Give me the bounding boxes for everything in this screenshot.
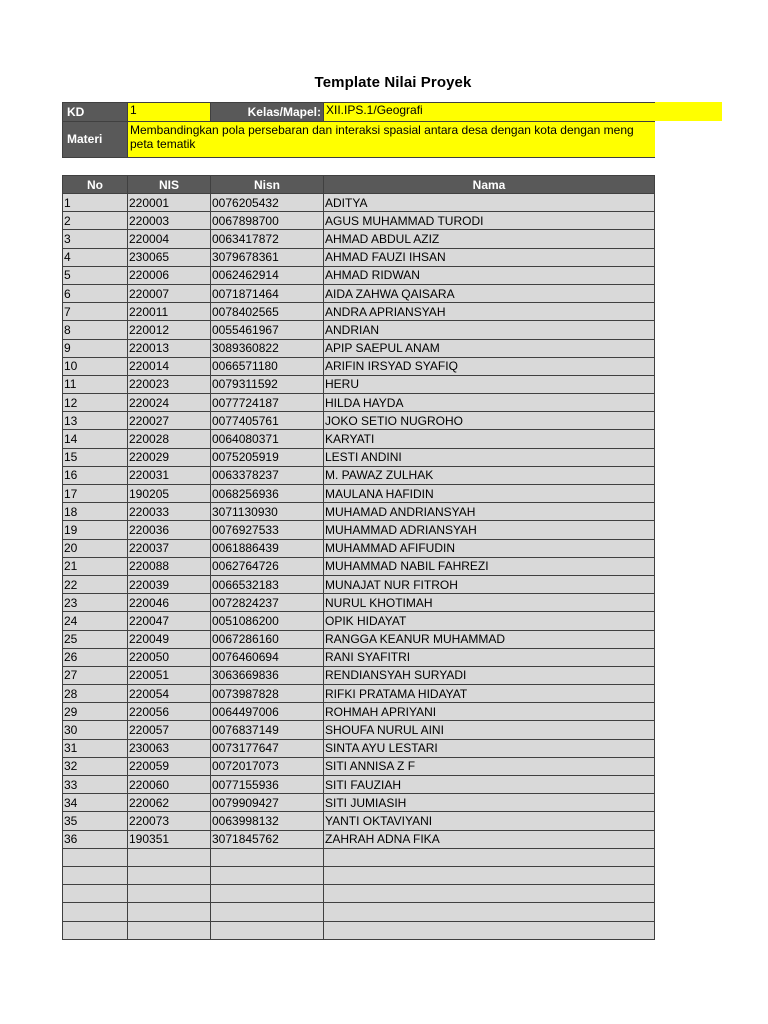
cell-nisn[interactable]: 3071130930: [211, 503, 324, 521]
table-row: [63, 248, 655, 266]
cell-nis[interactable]: 220049: [128, 630, 211, 648]
cell-no[interactable]: 32: [63, 757, 128, 775]
cell-nisn[interactable]: 0063998132: [211, 812, 324, 830]
student-table: [62, 175, 655, 940]
cell-nis[interactable]: 190205: [128, 485, 211, 503]
table-header-row: [63, 176, 655, 194]
cell-nama[interactable]: MUHAMAD ANDRIANSYAH: [324, 503, 655, 521]
table-row: [63, 685, 655, 703]
cell-nama[interactable]: ARIFIN IRSYAD SYAFIQ: [324, 357, 655, 375]
cell-nisn[interactable]: 0077155936: [211, 776, 324, 794]
table-row: [63, 739, 655, 757]
cell-nis[interactable]: 220054: [128, 685, 211, 703]
empty-row: [63, 885, 655, 903]
cell-nama[interactable]: RIFKI PRATAMA HIDAYAT: [324, 685, 655, 703]
cell-nisn[interactable]: 0066571180: [211, 357, 324, 375]
cell-no[interactable]: 24: [63, 612, 128, 630]
table-row: [63, 812, 655, 830]
table-row: [63, 575, 655, 593]
cell-nisn[interactable]: 0063378237: [211, 466, 324, 484]
table-row: [63, 612, 655, 630]
cell-no[interactable]: 14: [63, 430, 128, 448]
empty-row: [63, 848, 655, 866]
table-row: [63, 630, 655, 648]
cell-nisn[interactable]: 0051086200: [211, 612, 324, 630]
empty-cell[interactable]: [211, 921, 324, 939]
cell-nis[interactable]: 220050: [128, 648, 211, 666]
cell-nisn[interactable]: 0067898700: [211, 212, 324, 230]
table-row: [63, 648, 655, 666]
cell-nisn[interactable]: 0076837149: [211, 721, 324, 739]
cell-nis[interactable]: 220033: [128, 503, 211, 521]
cell-nis[interactable]: 220006: [128, 266, 211, 284]
cell-no[interactable]: 4: [63, 248, 128, 266]
table-row: [63, 266, 655, 284]
table-row: [63, 557, 655, 575]
cell-no[interactable]: 10: [63, 357, 128, 375]
cell-nis[interactable]: 220028: [128, 430, 211, 448]
cell-nisn[interactable]: 0072824237: [211, 594, 324, 612]
cell-nama[interactable]: AHMAD RIDWAN: [324, 266, 655, 284]
cell-nis[interactable]: 220073: [128, 812, 211, 830]
cell-nis[interactable]: 220024: [128, 394, 211, 412]
table-row: [63, 357, 655, 375]
empty-cell[interactable]: [63, 903, 128, 921]
cell-nama[interactable]: MUHAMMAD AFIFUDIN: [324, 539, 655, 557]
table-row: [63, 666, 655, 684]
empty-cell[interactable]: [324, 866, 655, 884]
kd-label: KD: [63, 103, 128, 122]
empty-cell[interactable]: [128, 848, 211, 866]
cell-nama[interactable]: ANDRIAN: [324, 321, 655, 339]
empty-row: [63, 903, 655, 921]
cell-no[interactable]: 5: [63, 266, 128, 284]
cell-nama[interactable]: RANGGA KEANUR MUHAMMAD: [324, 630, 655, 648]
kd-value[interactable]: 1: [128, 103, 211, 122]
empty-cell[interactable]: [324, 921, 655, 939]
cell-no[interactable]: 15: [63, 448, 128, 466]
cell-nama[interactable]: ZAHRAH ADNA FIKA: [324, 830, 655, 848]
table-row: [63, 830, 655, 848]
cell-nisn[interactable]: 0067286160: [211, 630, 324, 648]
col-header-nisn: Nisn: [211, 176, 324, 194]
cell-nama[interactable]: MUHAMMAD NABIL FAHREZI: [324, 557, 655, 575]
cell-nis[interactable]: 220057: [128, 721, 211, 739]
cell-nama[interactable]: MUNAJAT NUR FITROH: [324, 575, 655, 593]
cell-nisn[interactable]: 0062462914: [211, 266, 324, 284]
cell-no[interactable]: 13: [63, 412, 128, 430]
cell-nama[interactable]: AGUS MUHAMMAD TURODI: [324, 212, 655, 230]
cell-no[interactable]: 20: [63, 539, 128, 557]
table-row: [63, 539, 655, 557]
cell-nama[interactable]: AHMAD ABDUL AZIZ: [324, 230, 655, 248]
cell-no[interactable]: 18: [63, 503, 128, 521]
cell-nisn[interactable]: 0064080371: [211, 430, 324, 448]
cell-nis[interactable]: 220012: [128, 321, 211, 339]
cell-no[interactable]: 2: [63, 212, 128, 230]
page-title: Template Nilai Proyek: [314, 74, 472, 91]
empty-cell[interactable]: [211, 885, 324, 903]
cell-no[interactable]: 36: [63, 830, 128, 848]
cell-nis[interactable]: 220023: [128, 375, 211, 393]
cell-no[interactable]: 23: [63, 594, 128, 612]
cell-nisn[interactable]: 0071871464: [211, 284, 324, 302]
table-row: [63, 284, 655, 302]
cell-nis[interactable]: 220056: [128, 703, 211, 721]
empty-cell[interactable]: [63, 866, 128, 884]
cell-nama[interactable]: SITI FAUZIAH: [324, 776, 655, 794]
cell-no[interactable]: 17: [63, 485, 128, 503]
cell-nisn[interactable]: 0066532183: [211, 575, 324, 593]
cell-nisn[interactable]: 0075205919: [211, 448, 324, 466]
cell-nisn[interactable]: 0061886439: [211, 539, 324, 557]
table-row: [63, 448, 655, 466]
cell-nis[interactable]: 220003: [128, 212, 211, 230]
table-row: [63, 194, 655, 212]
cell-nis[interactable]: 220004: [128, 230, 211, 248]
cell-no[interactable]: 28: [63, 685, 128, 703]
materi-label: Materi: [63, 122, 128, 158]
table-row: [63, 594, 655, 612]
cell-no[interactable]: 35: [63, 812, 128, 830]
materi-value[interactable]: Membandingkan pola persebaran dan interaksi spasial antara desa dengan kota dengan meng peta tematik: [128, 122, 655, 158]
cell-nis[interactable]: 220036: [128, 521, 211, 539]
cell-no[interactable]: 31: [63, 739, 128, 757]
cell-no[interactable]: 8: [63, 321, 128, 339]
cell-no[interactable]: 16: [63, 466, 128, 484]
cell-no[interactable]: 25: [63, 630, 128, 648]
cell-no[interactable]: 29: [63, 703, 128, 721]
cell-nisn[interactable]: 0072017073: [211, 757, 324, 775]
cell-nis[interactable]: 220011: [128, 303, 211, 321]
cell-nama[interactable]: RENDIANSYAH SURYADI: [324, 666, 655, 684]
cell-nama[interactable]: APIP SAEPUL ANAM: [324, 339, 655, 357]
cell-nisn[interactable]: 3071845762: [211, 830, 324, 848]
cell-nama[interactable]: NURUL KHOTIMAH: [324, 594, 655, 612]
table-row: [63, 212, 655, 230]
col-header-nis: NIS: [128, 176, 211, 194]
col-header-nama: Nama: [324, 176, 655, 194]
cell-nis[interactable]: 220051: [128, 666, 211, 684]
cell-nisn[interactable]: 0076927533: [211, 521, 324, 539]
cell-nis[interactable]: 220031: [128, 466, 211, 484]
cell-nama[interactable]: M. PAWAZ ZULHAK: [324, 466, 655, 484]
table-row: [63, 466, 655, 484]
cell-no[interactable]: 9: [63, 339, 128, 357]
cell-nis[interactable]: 220037: [128, 539, 211, 557]
cell-nama[interactable]: SITI ANNISA Z F: [324, 757, 655, 775]
cell-nis[interactable]: 220060: [128, 776, 211, 794]
table-row: [63, 321, 655, 339]
cell-no[interactable]: 1: [63, 194, 128, 212]
cell-no[interactable]: 3: [63, 230, 128, 248]
cell-nama[interactable]: ROHMAH APRIYANI: [324, 703, 655, 721]
empty-cell[interactable]: [211, 903, 324, 921]
cell-nama[interactable]: JOKO SETIO NUGROHO: [324, 412, 655, 430]
empty-cell[interactable]: [63, 921, 128, 939]
cell-nama[interactable]: MUHAMMAD ADRIANSYAH: [324, 521, 655, 539]
empty-cell[interactable]: [324, 848, 655, 866]
cell-nis[interactable]: 190351: [128, 830, 211, 848]
cell-nisn[interactable]: 0064497006: [211, 703, 324, 721]
table-row: [63, 721, 655, 739]
cell-nama[interactable]: SINTA AYU LESTARI: [324, 739, 655, 757]
empty-cell[interactable]: [128, 903, 211, 921]
cell-no[interactable]: 27: [63, 666, 128, 684]
cell-no[interactable]: 34: [63, 794, 128, 812]
empty-row: [63, 866, 655, 884]
empty-cell[interactable]: [128, 866, 211, 884]
cell-nisn[interactable]: 0078402565: [211, 303, 324, 321]
cell-nisn[interactable]: 0079909427: [211, 794, 324, 812]
cell-nisn[interactable]: 0079311592: [211, 375, 324, 393]
cell-nama[interactable]: AHMAD FAUZI IHSAN: [324, 248, 655, 266]
cell-nis[interactable]: 220088: [128, 557, 211, 575]
cell-nis[interactable]: 220047: [128, 612, 211, 630]
table-row: [63, 521, 655, 539]
cell-nama[interactable]: ANDRA APRIANSYAH: [324, 303, 655, 321]
empty-cell[interactable]: [324, 885, 655, 903]
cell-nisn[interactable]: 0077724187: [211, 394, 324, 412]
cell-nama[interactable]: SHOUFA NURUL AINI: [324, 721, 655, 739]
table-row: [63, 412, 655, 430]
cell-nama[interactable]: ADITYA: [324, 194, 655, 212]
kelas-label: Kelas/Mapel:: [211, 103, 324, 122]
empty-cell[interactable]: [128, 885, 211, 903]
table-row: [63, 394, 655, 412]
cell-no[interactable]: 12: [63, 394, 128, 412]
cell-nisn[interactable]: 0073987828: [211, 685, 324, 703]
empty-cell[interactable]: [324, 903, 655, 921]
table-row: [63, 485, 655, 503]
cell-no[interactable]: 26: [63, 648, 128, 666]
table-row: [63, 339, 655, 357]
cell-nisn[interactable]: 3079678361: [211, 248, 324, 266]
cell-nama[interactable]: RANI SYAFITRI: [324, 648, 655, 666]
table-row: [63, 375, 655, 393]
table-row: [63, 776, 655, 794]
table-row: [63, 794, 655, 812]
empty-cell[interactable]: [128, 921, 211, 939]
cell-nis[interactable]: 230063: [128, 739, 211, 757]
cell-nisn[interactable]: 0076205432: [211, 194, 324, 212]
empty-cell[interactable]: [63, 885, 128, 903]
cell-nis[interactable]: 220059: [128, 757, 211, 775]
cell-nisn[interactable]: 0068256936: [211, 485, 324, 503]
cell-nama[interactable]: KARYATI: [324, 430, 655, 448]
table-row: [63, 703, 655, 721]
empty-cell[interactable]: [211, 848, 324, 866]
cell-nisn[interactable]: 0073177647: [211, 739, 324, 757]
table-row: [63, 303, 655, 321]
empty-cell[interactable]: [211, 866, 324, 884]
table-row: [63, 430, 655, 448]
cell-nis[interactable]: 220029: [128, 448, 211, 466]
cell-no[interactable]: 21: [63, 557, 128, 575]
cell-nama[interactable]: OPIK HIDAYAT: [324, 612, 655, 630]
table-row: [63, 503, 655, 521]
cell-nis[interactable]: 220046: [128, 594, 211, 612]
cell-nis[interactable]: 220007: [128, 284, 211, 302]
cell-nama[interactable]: LESTI ANDINI: [324, 448, 655, 466]
col-header-no: No: [63, 176, 128, 194]
cell-nis[interactable]: 220039: [128, 575, 211, 593]
cell-nis[interactable]: 220013: [128, 339, 211, 357]
kelas-value-overflow: [654, 102, 722, 121]
cell-nisn[interactable]: 0063417872: [211, 230, 324, 248]
cell-nama[interactable]: YANTI OKTAVIYANI: [324, 812, 655, 830]
cell-nis[interactable]: 230065: [128, 248, 211, 266]
cell-nisn[interactable]: 0076460694: [211, 648, 324, 666]
cell-nama[interactable]: HERU: [324, 375, 655, 393]
cell-no[interactable]: 19: [63, 521, 128, 539]
cell-nama[interactable]: AIDA ZAHWA QAISARA: [324, 284, 655, 302]
table-row: [63, 757, 655, 775]
table-row: [63, 230, 655, 248]
cell-nisn[interactable]: 0055461967: [211, 321, 324, 339]
kelas-value[interactable]: XII.IPS.1/Geografi: [324, 103, 655, 122]
cell-no[interactable]: 11: [63, 375, 128, 393]
cell-no[interactable]: 6: [63, 284, 128, 302]
cell-no[interactable]: 22: [63, 575, 128, 593]
cell-nis[interactable]: 220062: [128, 794, 211, 812]
cell-no[interactable]: 30: [63, 721, 128, 739]
cell-nisn[interactable]: 0062764726: [211, 557, 324, 575]
cell-nis[interactable]: 220001: [128, 194, 211, 212]
cell-nisn[interactable]: 0077405761: [211, 412, 324, 430]
empty-row: [63, 921, 655, 939]
cell-nama[interactable]: MAULANA HAFIDIN: [324, 485, 655, 503]
empty-cell[interactable]: [63, 848, 128, 866]
info-block: [62, 102, 655, 158]
cell-no[interactable]: 7: [63, 303, 128, 321]
cell-nisn[interactable]: 3089360822: [211, 339, 324, 357]
cell-nama[interactable]: HILDA HAYDA: [324, 394, 655, 412]
cell-no[interactable]: 33: [63, 776, 128, 794]
cell-nis[interactable]: 220014: [128, 357, 211, 375]
cell-nis[interactable]: 220027: [128, 412, 211, 430]
cell-nisn[interactable]: 3063669836: [211, 666, 324, 684]
cell-nama[interactable]: SITI JUMIASIH: [324, 794, 655, 812]
